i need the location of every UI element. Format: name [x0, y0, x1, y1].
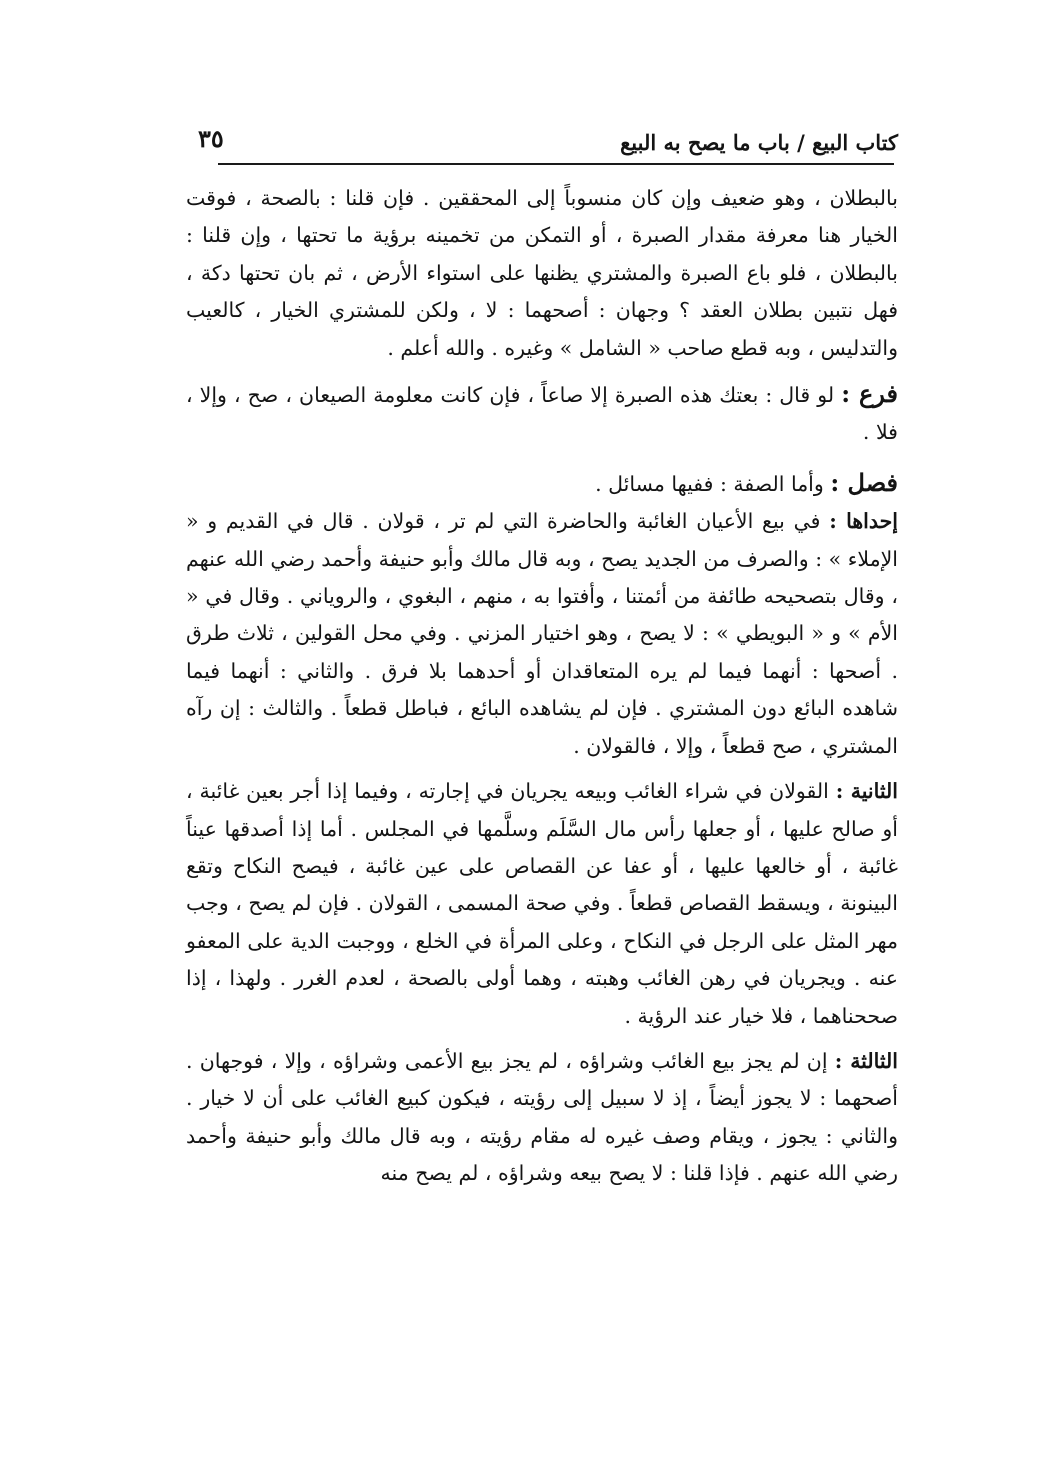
page-number: ٣٥: [198, 124, 224, 153]
paragraph-1: [186, 180, 898, 367]
running-header: [186, 118, 898, 164]
paragraph-1-text: بالبطلان ، وهو ضعيف وإن كان منسوباً إلى المحققين . فإن قلنا : بالصحة ، فوقت الخيار هنا معرفة مقدار الصبرة ، أو التمكن من تخمينه برؤية ما تحتها ، وإن قلنا : بالبطلان ، فلو باع الصبرة والمشتري يظنها على استواء الأرض ، ثم بان تحتها دكة ، فهل نتبين بطلان العقد ؟ وجهان : أصحهما : لا ، ولكن للمشتري الخيار ، كالعيب والتدليس ، وبه قطع صاحب « الشامل » وغيره . والله أعلم .: [186, 186, 898, 360]
paragraph-second-issue: [186, 773, 898, 1035]
term-second-issue: الثانية :: [835, 779, 898, 804]
header-title: كتاب البيع / باب ما يصح به البيع: [620, 130, 898, 155]
paragraph-fasl-text: وأما الصفة : ففيها مسائل .: [595, 471, 824, 496]
paragraph-fasl: [186, 464, 898, 503]
paragraph-first-issue: [186, 503, 898, 765]
term-far: فرع :: [841, 379, 898, 409]
paragraph-third-issue-text: إن لم يجز بيع الغائب وشراؤه ، لم يجز بيع الأعمى وشراؤه ، وإلا ، فوجهان . أصحهما : لا يجوز أيضاً ، إذ لا سبيل إلى رؤيته ، فيكون كبيع الغائب على أن لا خيار . والثاني : يجوز ، ويقام وصف غيره له مقام رؤيته ، وبه قال مالك وأبو حنيفة وأحمد رضي الله عنهم . فإذا قلنا : لا يصح بيعه وشراؤه ، لم يصح منه: [186, 1048, 898, 1186]
term-first-issue: إحداها :: [829, 509, 898, 534]
paragraph-far: [186, 375, 898, 452]
term-fasl: فصل :: [830, 467, 898, 497]
paragraph-third-issue: [186, 1043, 898, 1193]
text-body: [186, 180, 898, 1193]
term-third-issue: الثالثة :: [834, 1048, 898, 1073]
header-rule: [218, 163, 894, 165]
paragraph-second-issue-text: القولان في شراء الغائب وبيعه يجريان في إجارته ، وفيما إذا أجر بعين غائبة ، أو صالح عليها ، أو جعلها رأس مال السَّلَم وسلَّمها في المجلس . أما إذا أصدقها عيناً غائبة ، أو خالعها عليها ، أو عفا عن القصاص على عين غائبة ، فيصح النكاح وتقع البينونة ، ويسقط القصاص قطعاً . وفي صحة المسمى ، القولان . فإن لم يصح ، وجب مهر المثل على الرجل في النكاح ، وعلى المرأة في الخلع ، ووجبت الدية على المعفو عنه . ويجريان في رهن الغائب وهبته ، وهما أولى بالصحة ، لعدم الغرر . ولهذا ، إذا صححناهما ، فلا خيار عند الرؤية .: [185, 779, 898, 1028]
paragraph-first-issue-text: في بيع الأعيان الغائبة والحاضرة التي لم تر ، قولان . قال في القديم و « الإملاء » : والصرف من الجديد يصح ، وبه قال مالك وأبو حنيفة وأحمد رضي الله عنهم ، وقال بتصحيحه طائفة من أئمتنا ، وأفتوا به ، منهم ، البغوي ، والروياني . وقال في « الأم » و « البويطي » : لا يصح ، وهو اختيار المزني . وفي محل القولين ، ثلاث طرق . أصحها : أنهما فيما لم يره المتعاقدان أو أحدهما بلا فرق . والثاني : أنهما فيما شاهده البائع دون المشتري . فإن لم يشاهده البائع ، فباطل قطعاً . والثالث : إن رآه المشتري ، صح قطعاً ، وإلا ، فالقولان .: [186, 509, 898, 758]
paragraph-far-text: لو قال : بعتك هذه الصبرة إلا صاعاً ، فإن كانت معلومة الصيعان ، صح ، وإلا ، فلا .: [186, 383, 898, 445]
